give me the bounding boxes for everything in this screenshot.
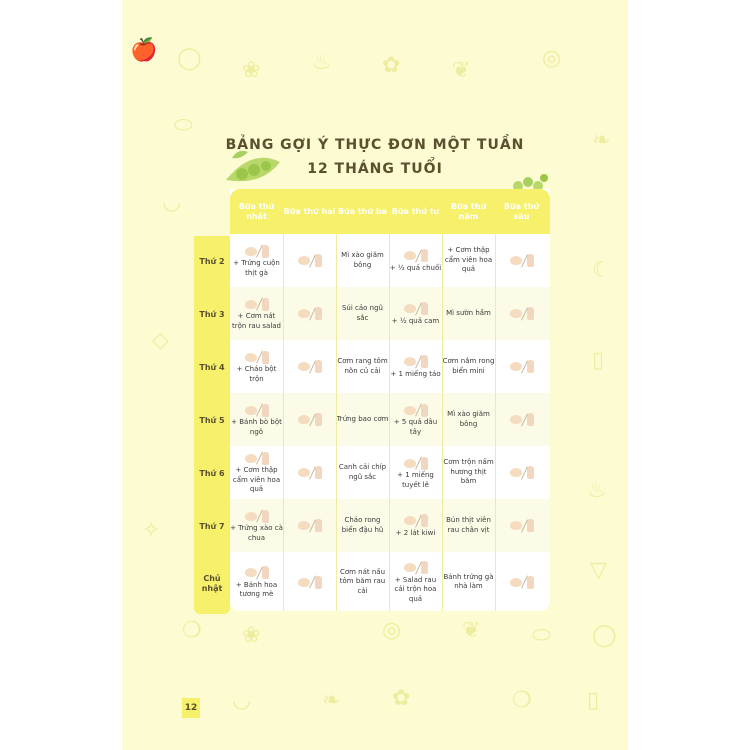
bowl-bottle-icon (510, 359, 534, 375)
meal-text: Cháo rong biển đậu hũ (341, 516, 384, 534)
meal-text: + Cơm thập cẩm viên hoa quả (444, 246, 493, 274)
bowl-bottle-icon (298, 518, 322, 534)
drumstick-icon: ❧ (592, 128, 611, 153)
table-cell (389, 234, 442, 287)
column-header: Bữa thứ nhất (238, 201, 275, 221)
table-cell (283, 234, 336, 287)
table-row (230, 552, 550, 612)
bowl-bottle-icon (510, 253, 534, 269)
table-cell (283, 499, 336, 552)
table-cell (283, 552, 336, 612)
meal-text: + Bánh hoa tương mè (235, 580, 278, 598)
meal-text: + Salad rau cải trộn hoa quả (394, 575, 437, 603)
meal-text: + Trứng cuộn thịt gà (233, 259, 280, 277)
table-cell (336, 446, 389, 499)
plate-icon: ◯ (177, 46, 202, 71)
day-label: Thứ 3 (199, 310, 225, 320)
day-label: Thứ 7 (199, 522, 225, 532)
bowl-bottle-icon (245, 402, 269, 418)
table-cell (230, 234, 283, 287)
table-cell (283, 287, 336, 340)
apple-icon: ❍ (512, 688, 532, 713)
bowl-icon: ◡ (232, 688, 252, 713)
table-cell (442, 340, 495, 393)
table-cell (283, 340, 336, 393)
bowl-bottle-icon (245, 450, 269, 466)
table-row (230, 287, 550, 340)
meal-text: Mì sườn hầm (446, 308, 491, 317)
bread-icon: ⬭ (174, 113, 193, 138)
book-page (122, 0, 628, 750)
grapes-icon: ❀ (242, 623, 261, 648)
table-cell (495, 446, 548, 499)
table-cell (495, 287, 548, 340)
column-header: Bữa thứ năm (450, 201, 487, 221)
candy-icon: ✿ (382, 53, 401, 78)
bowl-bottle-icon (245, 508, 269, 524)
table-cell (336, 393, 389, 446)
meal-text: Canh cải chíp ngũ sắc (338, 463, 387, 481)
bowl-bottle-icon (298, 253, 322, 269)
table-cell (336, 499, 389, 552)
table-cell (442, 552, 495, 612)
bowl-bottle-icon (298, 306, 322, 322)
apple-icon: 🍎 (130, 38, 158, 63)
bowl-bottle-icon (510, 306, 534, 322)
table-cell (230, 446, 283, 499)
day-column (194, 236, 230, 614)
day-label: Thứ 4 (199, 363, 225, 373)
column-header: Bữa thứ hai (283, 206, 336, 216)
day-label: Thứ 6 (199, 469, 225, 479)
meal-text: Cơm nát nấu tôm băm rau cải (339, 567, 386, 595)
table-cell (442, 499, 495, 552)
table-cell (442, 393, 495, 446)
table-cell (495, 234, 548, 287)
orange-icon: ◎ (542, 46, 562, 71)
bowl-bottle-icon (404, 354, 428, 370)
meal-text: + ½ quả cam (391, 316, 440, 325)
column-header: Bữa thứ ba (337, 206, 388, 216)
page-number: 12 (182, 698, 200, 718)
table-cell (389, 552, 442, 612)
column-divider (495, 234, 496, 611)
column-divider (389, 234, 390, 611)
cherry-icon: ❦ (452, 58, 471, 83)
carrot-icon: ✧ (142, 518, 161, 543)
bowl-bottle-icon (245, 565, 269, 581)
bowl-bottle-icon (245, 243, 269, 259)
meal-text: Mì xào giăm bông (447, 410, 490, 428)
bowl-bottle-icon (404, 513, 428, 529)
meal-text: + 2 lát kiwi (395, 528, 436, 537)
bottle-icon: ▯ (587, 688, 600, 713)
table-cell (495, 393, 548, 446)
candy-icon: ✿ (392, 686, 411, 711)
bowl-bottle-icon (404, 248, 428, 264)
table-cell (389, 287, 442, 340)
table-cell (495, 499, 548, 552)
table-cell (389, 393, 442, 446)
chef-hat-icon: ♨ (587, 478, 607, 503)
column-divider (283, 234, 284, 611)
meal-text: Cơm trộn nấm hương thịt băm (443, 458, 494, 486)
header-row (230, 189, 550, 234)
bowl-bottle-icon (510, 518, 534, 534)
plate-icon: ◯ (592, 623, 617, 648)
bowl-bottle-icon (245, 349, 269, 365)
day-label: Thứ 5 (199, 416, 225, 426)
table-cell (495, 552, 548, 612)
meal-text: + ½ quả chuối (389, 263, 442, 272)
table-row (230, 499, 550, 552)
table-row (230, 234, 550, 287)
column-header: Bữa thứ tư (391, 206, 440, 216)
bowl-icon: ◡ (162, 190, 182, 215)
column-divider (336, 234, 337, 611)
cup-icon: ◇ (152, 328, 169, 353)
table-cell (336, 340, 389, 393)
table-cell (389, 499, 442, 552)
bowl-bottle-icon (298, 574, 322, 590)
bowl-bottle-icon (298, 465, 322, 481)
bowl-bottle-icon (510, 465, 534, 481)
meal-text: Trứng bao cơm (336, 414, 389, 423)
table-cell (389, 340, 442, 393)
chef-hat-icon: ♨ (312, 50, 332, 75)
table-cell (283, 446, 336, 499)
banana-icon: ☾ (592, 258, 612, 283)
table-cell (230, 340, 283, 393)
table-cell (283, 393, 336, 446)
meal-text: + Bánh bò bột ngô (231, 418, 282, 436)
meal-text: Cơm rang tôm nõn củ cải (337, 357, 388, 375)
meal-text: Bún thịt viên rau chân vịt (446, 516, 491, 534)
bowl-bottle-icon (404, 301, 428, 317)
icecream-icon: ▽ (590, 558, 607, 583)
orange-icon: ◎ (382, 618, 402, 643)
bowl-bottle-icon (404, 402, 428, 418)
table-cell (495, 340, 548, 393)
bottle-icon: ▯ (592, 348, 605, 373)
meal-text: + Cơm thập cẩm viên hoa quả (232, 466, 281, 494)
bowl-bottle-icon (404, 455, 428, 471)
table-cell (442, 287, 495, 340)
meal-text: + 1 miếng tuyết lê (397, 471, 434, 489)
meal-text: Súi cảo ngũ sắc (341, 304, 383, 322)
grapes-icon: ❀ (242, 58, 261, 83)
bowl-bottle-icon (245, 296, 269, 312)
table-cell (230, 287, 283, 340)
bread-icon: ⬭ (532, 623, 551, 648)
meal-text: + Trứng xào cà chua (230, 524, 283, 542)
meal-text: + 5 quả dâu tây (393, 418, 438, 436)
cherry-icon: ❦ (462, 618, 481, 643)
apple-icon: ❍ (182, 618, 202, 643)
table-cell (442, 446, 495, 499)
meal-text: Cơm nắm rong biển mini (442, 357, 495, 375)
meal-text: + 1 miếng táo (390, 369, 441, 378)
meal-text: + Cháo bột trộn (236, 365, 277, 383)
table-cell (336, 552, 389, 612)
table-cell (230, 499, 283, 552)
table-row (230, 340, 550, 393)
table-row (230, 446, 550, 499)
bowl-bottle-icon (298, 359, 322, 375)
drumstick-icon: ❧ (322, 688, 341, 713)
menu-table (230, 189, 550, 611)
table-cell (230, 393, 283, 446)
table-cell (230, 552, 283, 612)
meal-text: + Cơm nát trộn rau salad (231, 312, 281, 330)
column-header: Bữa thứ sáu (503, 201, 540, 221)
table-subtitle: 12 THÁNG TUỔI (307, 161, 443, 177)
table-cell (336, 287, 389, 340)
day-label: Chủ nhật (201, 573, 223, 593)
day-label: Thứ 2 (199, 257, 225, 267)
bowl-bottle-icon (298, 412, 322, 428)
table-row (230, 393, 550, 446)
table-cell (336, 234, 389, 287)
table-title: BẢNG GỢI Ý THỰC ĐƠN MỘT TUẦN (225, 137, 525, 153)
bowl-bottle-icon (404, 560, 428, 576)
bowl-bottle-icon (510, 412, 534, 428)
meal-text: Bánh trứng gà nhà làm (443, 572, 494, 590)
table-cell (389, 446, 442, 499)
column-divider (442, 234, 443, 611)
bowl-bottle-icon (510, 574, 534, 590)
table-cell (442, 234, 495, 287)
meal-text: Mì xào giăm bông (341, 251, 384, 269)
